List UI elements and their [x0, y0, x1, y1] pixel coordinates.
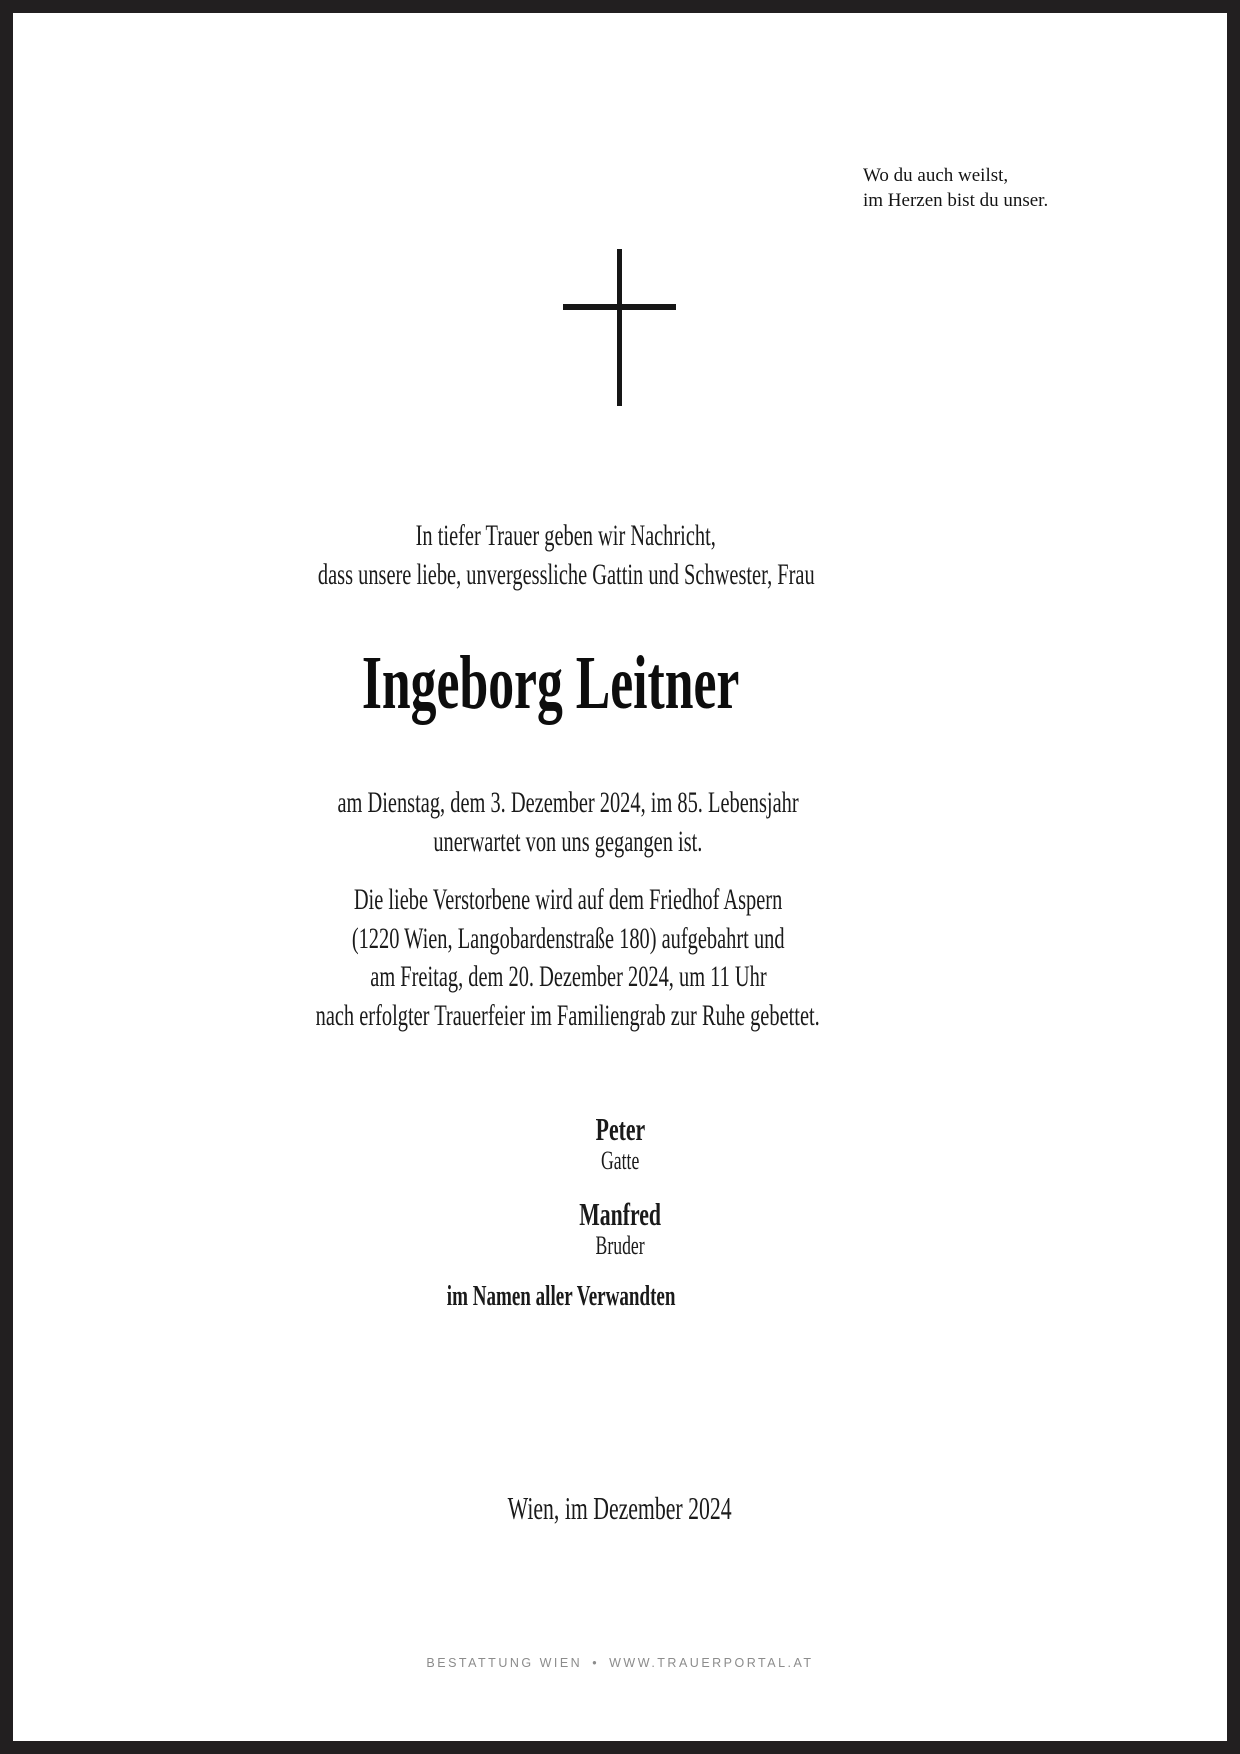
- funeral-info-line-1: Die liebe Verstorbene wird auf dem Friedhof Aspern: [353, 883, 783, 916]
- condolence-quote-line-2: im Herzen bist du unser.: [863, 190, 1049, 211]
- deceased-name: Ingeborg Leitner: [362, 641, 740, 725]
- footer-separator-dot: •: [592, 1656, 600, 1670]
- announcement-text: [13, 516, 1119, 594]
- death-info-text: [13, 783, 1123, 861]
- condolence-quote: [863, 163, 1048, 213]
- cross-horizontal-bar: [563, 304, 676, 310]
- mourner-relation-bruder: Bruder: [595, 1231, 645, 1260]
- condolence-quote-line-1: Wo du auch weilst,: [863, 165, 1009, 186]
- place-date-line: Wien, im Dezember 2024: [508, 1490, 732, 1526]
- footer-website: WWW.TRAUERPORTAL.AT: [609, 1656, 814, 1670]
- funeral-info-line-3: am Freitag, dem 20. Dezember 2024, um 11 Uhr: [369, 960, 767, 993]
- mourner-name-manfred: Manfred: [579, 1196, 661, 1232]
- footer-publisher: BESTATTUNG WIEN: [426, 1656, 583, 1670]
- announcement-line-2: dass unsere liebe, unvergessliche Gattin und Schwester, Frau: [317, 558, 815, 591]
- funeral-info-line-4: nach erfolgter Trauerfeier im Familiengrab zur Ruhe gebettet.: [315, 998, 821, 1032]
- mourner-name-peter: Peter: [595, 1111, 645, 1147]
- death-info-line-2: unerwartet von uns gegangen ist.: [433, 825, 703, 858]
- death-info-line-1: am Dienstag, dem 3. Dezember 2024, im 85. Lebensjahr: [337, 786, 799, 819]
- cross-icon: [563, 249, 676, 406]
- funeral-info-line-2: (1220 Wien, Langobardenstraße 180) aufgebahrt und: [351, 921, 785, 955]
- funeral-info-text: [13, 881, 1123, 1035]
- footer-branding: [13, 1655, 1227, 1671]
- announcement-line-1: In tiefer Trauer geben wir Nachricht,: [415, 519, 717, 552]
- closing-line: im Namen aller Verwandten: [446, 1281, 676, 1312]
- mourner-relation-gatte: Gatte: [600, 1146, 640, 1175]
- cross-vertical-bar: [617, 249, 622, 406]
